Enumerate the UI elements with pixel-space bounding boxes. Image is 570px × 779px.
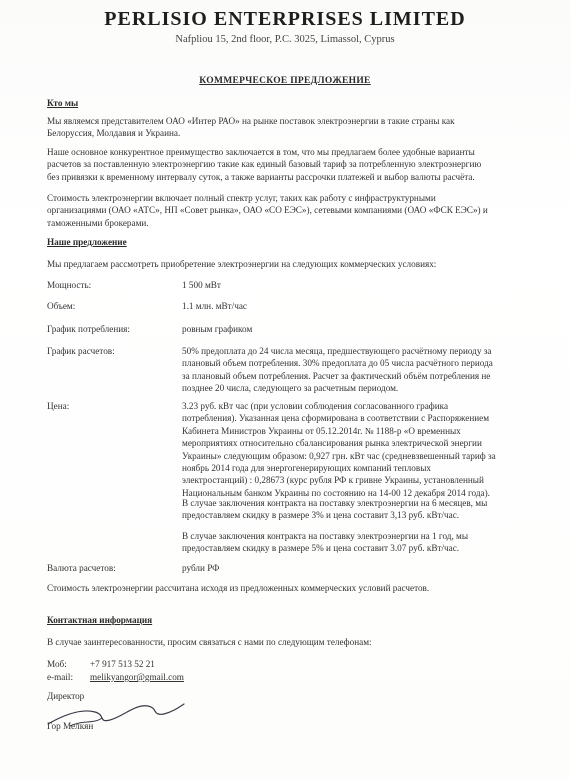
text-line: расчетов за поставленную электроэнергию такие как единый базовый тариф за потребленную электроэнергию bbox=[47, 159, 482, 170]
text-line: Мы являемся представителем ОАО «Интер РАО» на рынке поставок электроэнергии в такие страны как bbox=[47, 116, 455, 126]
term-label-currency: Валюта расчетов: bbox=[47, 563, 116, 573]
text-line: мероприятиях относительно сбалансирования рынка электрической энергии bbox=[182, 438, 482, 449]
text-line: потребления). Указанная цена сформирована в соответствии с Распоряжением bbox=[182, 413, 490, 424]
term-label-price: Цена: bbox=[47, 401, 70, 411]
text-line: предоставляем скидку в размере 3% и цена составит 3,13 руб. кВт/час. bbox=[182, 510, 460, 521]
text-line: предоставляем скидку в размере 5% и цена составит 3.07 руб. кВт/час. bbox=[182, 543, 460, 554]
term-value-capacity: 1 500 мВт bbox=[182, 280, 221, 290]
text-line: без привязки к временному интервалу суток, а также варианты рассрочки платежей и выбор валюты расчёта. bbox=[47, 171, 475, 182]
term-label-capacity: Мощность: bbox=[47, 280, 92, 290]
about-paragraph-1 bbox=[47, 115, 527, 140]
about-paragraph-3 bbox=[47, 192, 527, 229]
term-value-consumption: ровным графиком bbox=[182, 324, 253, 334]
text-line: 3.23 руб. кВт час (при условии соблюдения согласованного графика bbox=[182, 401, 449, 411]
text-line: ноябрь 2014 года для энергогенерирующих компаний тепловых bbox=[182, 463, 431, 474]
term-value-volume: 1.1 млн. мВт/час bbox=[182, 301, 247, 311]
text-line: Украины» следующим образом: 0,927 грн. кВт час (средневзвешенный тариф за bbox=[182, 450, 496, 461]
text-line: В случае заключения контракта на поставку электроэнергии на 1 год, мы bbox=[182, 531, 469, 541]
email-link[interactable]: melikyangor@gmail.com bbox=[90, 672, 184, 682]
document-title: КОММЕРЧЕСКОЕ ПРЕДЛОЖЕНИЕ bbox=[199, 76, 371, 86]
offer-intro: Мы предлагаем рассмотреть приобретение электроэнергии на следующих коммерческих условиях: bbox=[47, 259, 437, 269]
discount-1-year bbox=[182, 530, 512, 555]
text-line: электростанций) : 0,28673 (курс рубля РФ к гривне Украины, установленный bbox=[182, 475, 484, 486]
term-label-consumption: График потребления: bbox=[47, 324, 130, 334]
section-heading-contacts: Контактная информация bbox=[47, 615, 153, 625]
term-value-price bbox=[182, 400, 512, 499]
email-label: e-mail: bbox=[47, 672, 74, 682]
section-heading-offer: Наше предложение bbox=[47, 237, 127, 247]
signatory-name: Гор Мелкян bbox=[47, 721, 94, 731]
text-line: плановый объем потребления. 30% предоплата до 05 числа расчётного периода bbox=[182, 358, 493, 369]
text-line: В случае заключения контракта на поставку электроэнергии на 6 месяцев, мы bbox=[182, 498, 488, 508]
term-label-volume: Объем: bbox=[47, 301, 76, 311]
text-line: позднее 20 числа, следующего за расчетным периодом. bbox=[182, 383, 399, 394]
phone-label: Моб: bbox=[47, 659, 67, 669]
offer-note: Стоимость электроэнергии рассчитана исходя из предложенных коммерческих условий расчетов. bbox=[47, 583, 430, 593]
about-paragraph-2 bbox=[47, 146, 527, 183]
signatory-position: Директор bbox=[47, 691, 85, 701]
text-line: таможенными брокерами. bbox=[47, 217, 149, 228]
text-line: Кабинета Министров Украины от 05.12.2014г. № 1188-р «О временных bbox=[182, 425, 461, 436]
company-name: PERLISIO ENTERPRISES LIMITED bbox=[104, 8, 466, 30]
text-line: Белоруссия, Молдавия и Украина. bbox=[47, 128, 181, 139]
term-value-currency: рубли РФ bbox=[182, 563, 220, 573]
term-label-payments: График расчетов: bbox=[47, 346, 115, 356]
discount-6-months bbox=[182, 497, 512, 522]
contacts-intro: В случае заинтересованности, просим связаться с нами по следующим телефонам: bbox=[47, 637, 372, 647]
text-line: Стоимость электроэнергии включает полный спектр услуг, таких как работу с инфраструктурными bbox=[47, 193, 436, 203]
company-address: Nafpliou 15, 2nd floor, P.C. 3025, Limassol, Cyprus bbox=[175, 34, 395, 45]
text-line: 50% предоплата до 24 числа месяца, предшествующего расчётному периоду за bbox=[182, 346, 492, 356]
section-heading-about: Кто мы bbox=[47, 98, 79, 108]
phone-number[interactable]: +7 917 513 52 21 bbox=[90, 659, 155, 669]
text-line: организациями (ОАО «АТС», НП «Совет рынка», ОАО «СО ЕЭС»), сетевыми компаниями (ОАО «ФСК ЕЭС») и bbox=[47, 205, 488, 216]
text-line: Наше основное конкурентное преимущество заключается в том, что мы предлагаем более удобные варианты bbox=[47, 147, 475, 157]
text-line: за плановый объем потребления. Расчет за фактический объём потребления не bbox=[182, 370, 491, 381]
text-line: Национальным банком Украины по состоянию на 14-00 12 декабря 2014 года). bbox=[182, 487, 490, 498]
term-value-payments bbox=[182, 345, 512, 395]
